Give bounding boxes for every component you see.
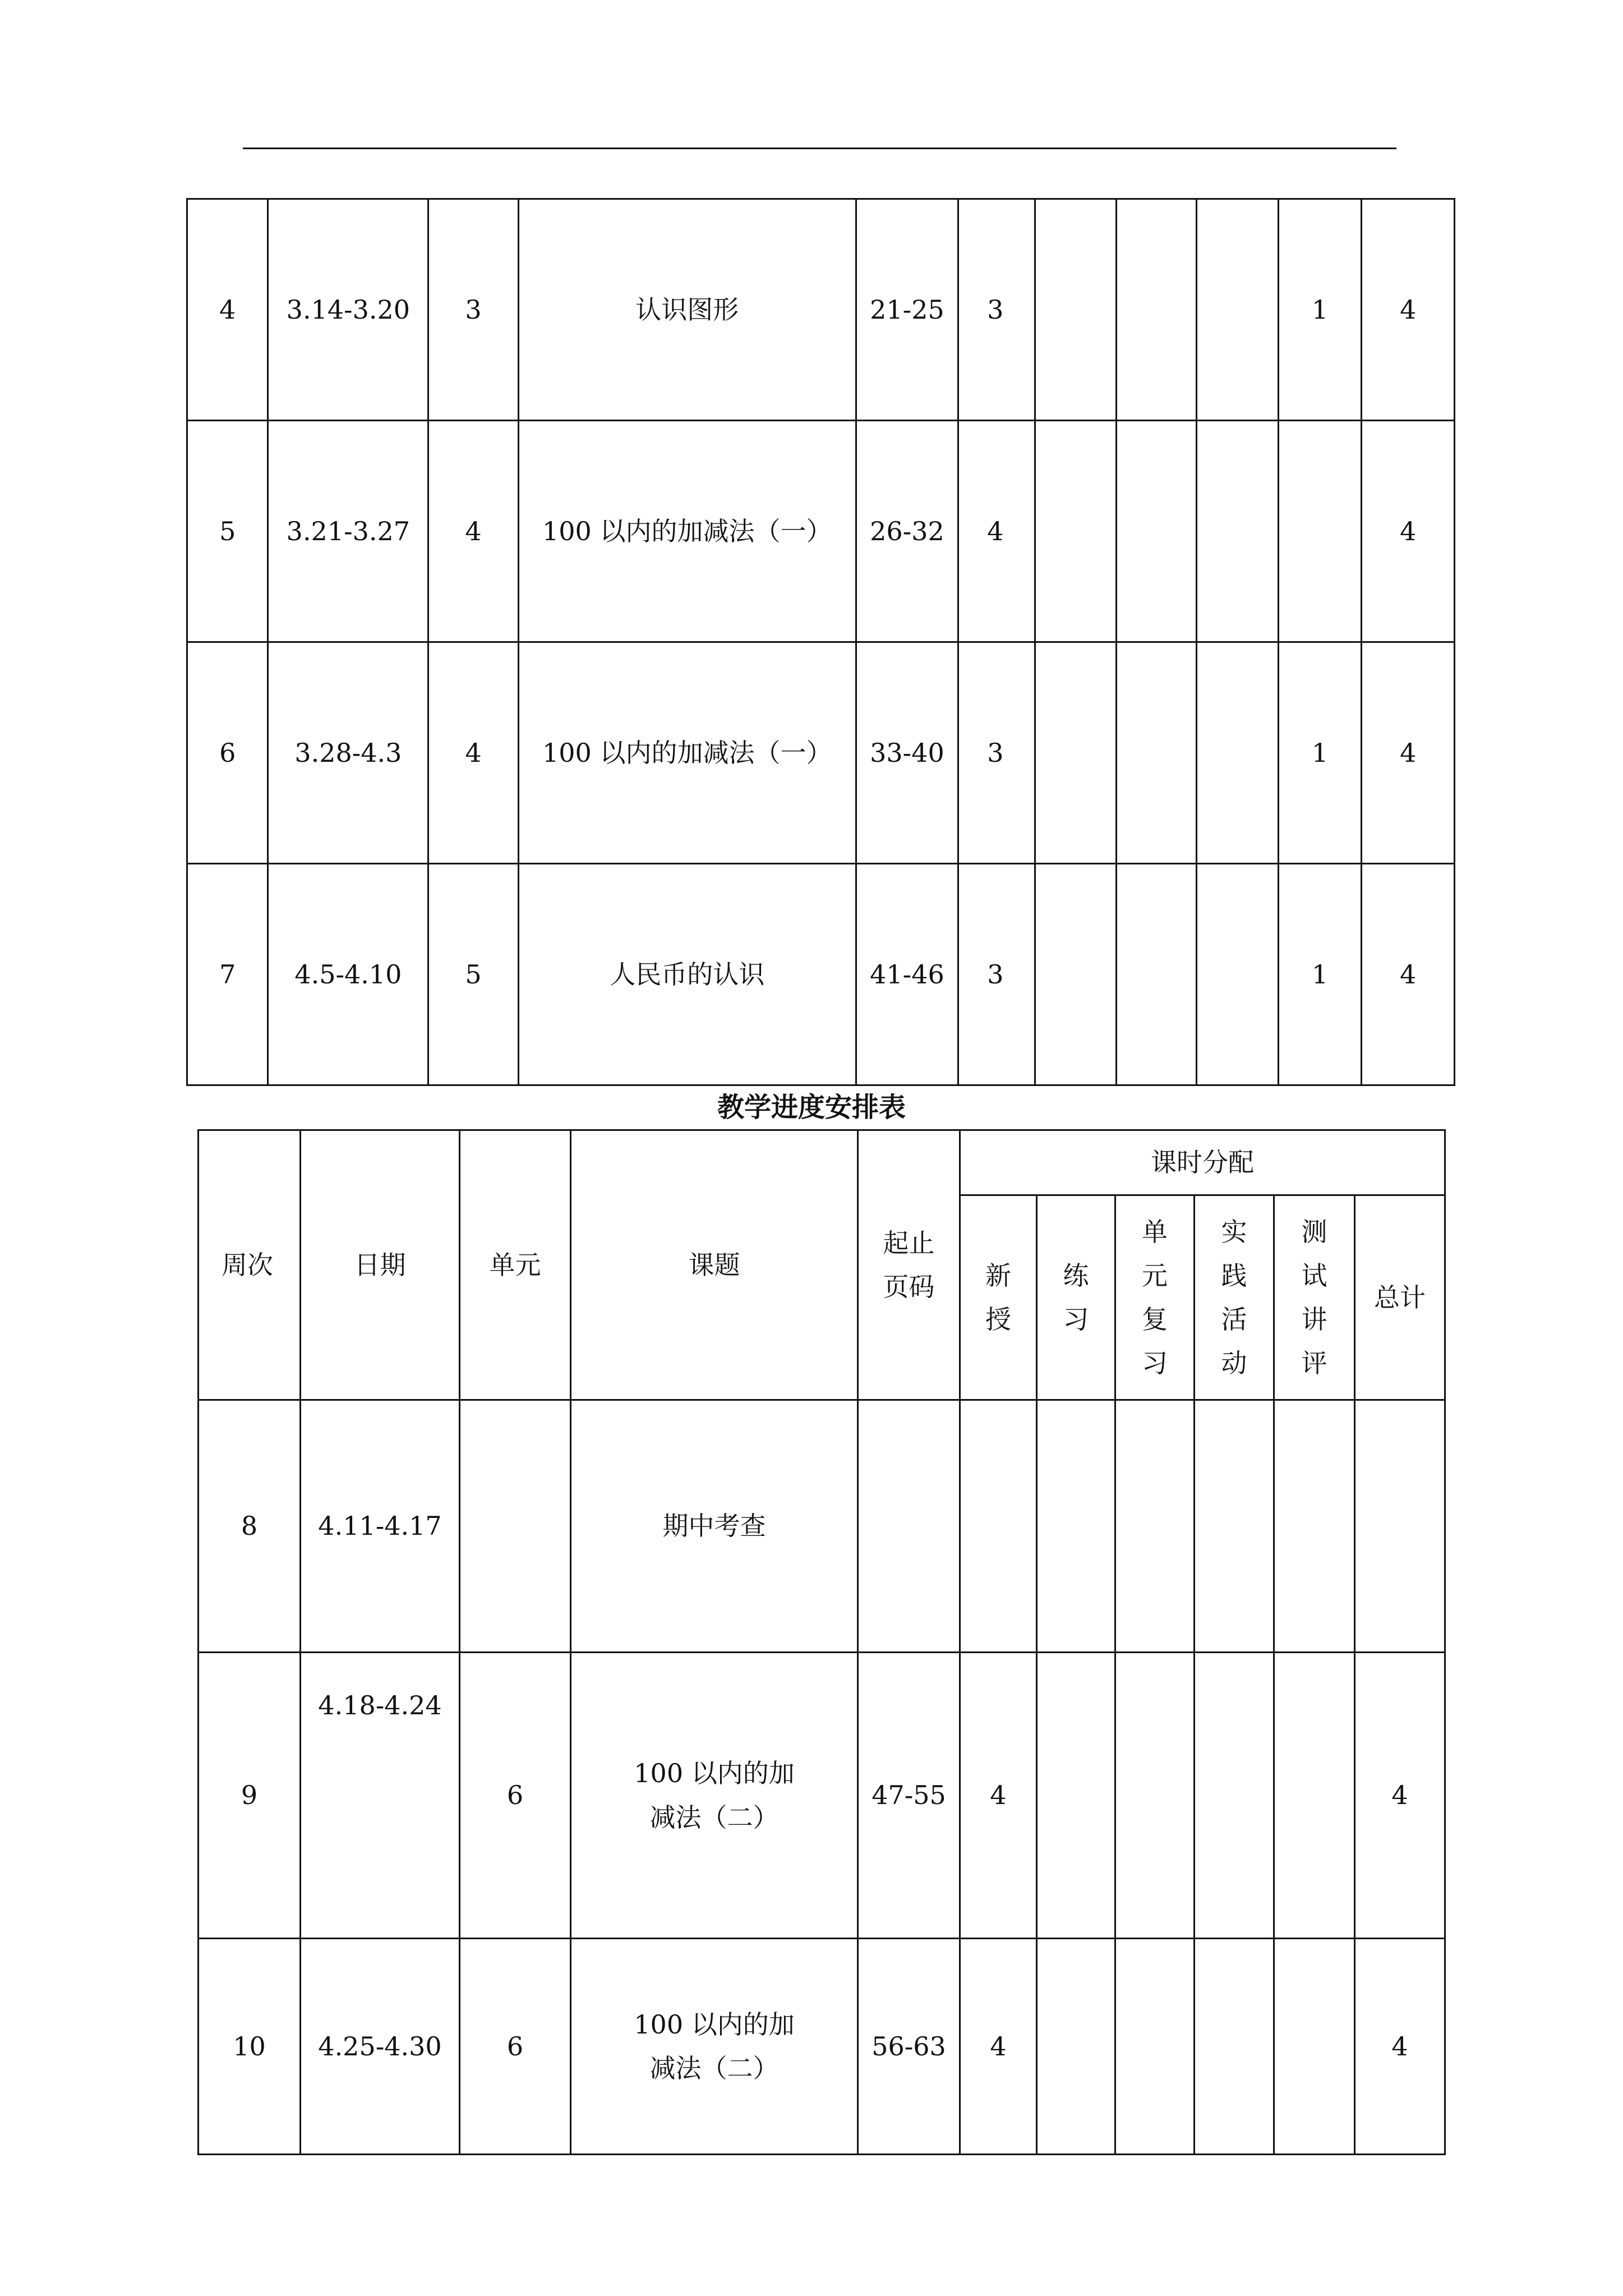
table-row xyxy=(187,642,1455,864)
date-cell: 4.5-4.10 xyxy=(268,864,428,1085)
week-cell: 6 xyxy=(187,642,268,864)
week-header xyxy=(199,1130,301,1400)
date-cell: 3.28-4.3 xyxy=(268,642,428,864)
table-row xyxy=(199,1939,1445,2155)
schedule-table xyxy=(197,1129,1446,2155)
practice-cell xyxy=(1037,1653,1115,1939)
allocation-header: 课时分配 xyxy=(960,1130,1445,1195)
total-cell: 4 xyxy=(1355,1939,1445,2155)
topic-cell: 期中考查 xyxy=(571,1400,858,1653)
activity-cell xyxy=(1196,864,1278,1085)
table-row xyxy=(187,199,1455,421)
new-cell: 3 xyxy=(958,642,1035,864)
activity-cell xyxy=(1195,1653,1274,1939)
review-cell xyxy=(1115,1400,1195,1653)
new-cell: 3 xyxy=(958,864,1035,1085)
new-cell: 3 xyxy=(958,199,1035,421)
review-cell xyxy=(1117,864,1196,1085)
schedule-table-continued xyxy=(186,198,1455,1086)
topic-header: 课题 xyxy=(571,1130,858,1400)
unit-cell: 4 xyxy=(428,642,518,864)
practice-header-label: 练习 xyxy=(1063,1260,1089,1335)
date-cell: 4.25-4.30 xyxy=(301,1939,460,2155)
week-header-label: 周次 xyxy=(222,1249,273,1280)
table-row xyxy=(199,1400,1445,1653)
unit-cell: 5 xyxy=(428,864,518,1085)
activity-cell xyxy=(1196,199,1278,421)
total-cell: 4 xyxy=(1362,642,1455,864)
pages-cell: 21-25 xyxy=(856,199,958,421)
activity-cell xyxy=(1196,421,1278,642)
practice-cell xyxy=(1037,1400,1115,1653)
pages-header xyxy=(858,1130,960,1400)
topic-cell-text: 100 以内的加减法（二） xyxy=(634,1758,795,1833)
test-cell xyxy=(1278,421,1361,642)
week-cell: 8 xyxy=(199,1400,301,1653)
date-cell xyxy=(301,1653,460,1939)
total-cell: 4 xyxy=(1362,199,1455,421)
test-cell xyxy=(1274,1653,1355,1939)
new-cell: 4 xyxy=(958,421,1035,642)
test-cell xyxy=(1274,1400,1355,1653)
week-cell: 5 xyxy=(187,421,268,642)
table-row xyxy=(187,421,1455,642)
practice-cell xyxy=(1037,1939,1115,2155)
new-header xyxy=(960,1195,1037,1400)
total-header: 总计 xyxy=(1355,1195,1445,1400)
activity-cell xyxy=(1196,642,1278,864)
topic-cell: 100 以内的加减法（一） xyxy=(518,421,856,642)
week-cell: 4 xyxy=(187,199,268,421)
review-cell xyxy=(1115,1939,1195,2155)
unit-cell: 4 xyxy=(428,421,518,642)
total-cell: 4 xyxy=(1362,421,1455,642)
table-row xyxy=(187,864,1455,1085)
test-cell: 1 xyxy=(1278,199,1361,421)
date-header: 日期 xyxy=(301,1130,460,1400)
test-header-label: 测试讲评 xyxy=(1301,1216,1327,1379)
practice-cell xyxy=(1035,199,1116,421)
test-cell: 1 xyxy=(1278,864,1361,1085)
table-row xyxy=(199,1653,1445,1939)
pages-cell xyxy=(858,1400,960,1653)
date-cell: 3.21-3.27 xyxy=(268,421,428,642)
review-cell xyxy=(1117,421,1196,642)
pages-cell: 41-46 xyxy=(856,864,958,1085)
new-header-label: 新授 xyxy=(985,1260,1011,1335)
header-rule xyxy=(243,148,1396,149)
table-title: 教学进度安排表 xyxy=(717,1092,906,1123)
new-cell xyxy=(960,1400,1037,1653)
unit-cell: 6 xyxy=(460,1653,571,1939)
unit-cell: 3 xyxy=(428,199,518,421)
unit-header: 单元 xyxy=(460,1130,571,1400)
header-row xyxy=(199,1130,1445,1195)
topic-cell-text: 100 以内的加减法（二） xyxy=(634,2009,795,2083)
test-cell: 1 xyxy=(1278,642,1361,864)
total-cell: 4 xyxy=(1355,1653,1445,1939)
week-cell: 10 xyxy=(199,1939,301,2155)
date-cell: 3.14-3.20 xyxy=(268,199,428,421)
topic-cell xyxy=(571,1939,858,2155)
date-cell-text: 4.18-4.24 xyxy=(318,1690,442,1720)
topic-cell: 人民币的认识 xyxy=(518,864,856,1085)
topic-cell xyxy=(571,1653,858,1939)
practice-cell xyxy=(1035,642,1116,864)
review-cell xyxy=(1117,199,1196,421)
test-header xyxy=(1274,1195,1355,1400)
practice-cell xyxy=(1035,421,1116,642)
week-cell: 9 xyxy=(199,1653,301,1939)
test-cell xyxy=(1274,1939,1355,2155)
activity-header-label: 实践活动 xyxy=(1221,1216,1247,1379)
pages-header-label: 起止页码 xyxy=(883,1227,935,1302)
unit-cell xyxy=(460,1400,571,1653)
review-header-label: 单元复习 xyxy=(1142,1216,1168,1379)
review-header xyxy=(1115,1195,1195,1400)
pages-cell: 33-40 xyxy=(856,642,958,864)
total-cell xyxy=(1355,1400,1445,1653)
activity-cell xyxy=(1195,1400,1274,1653)
activity-cell xyxy=(1195,1939,1274,2155)
review-cell xyxy=(1117,642,1196,864)
practice-cell xyxy=(1035,864,1116,1085)
pages-cell: 26-32 xyxy=(856,421,958,642)
topic-cell: 100 以内的加减法（一） xyxy=(518,642,856,864)
new-cell: 4 xyxy=(960,1939,1037,2155)
pages-cell: 47-55 xyxy=(858,1653,960,1939)
week-cell: 7 xyxy=(187,864,268,1085)
new-cell: 4 xyxy=(960,1653,1037,1939)
total-cell: 4 xyxy=(1362,864,1455,1085)
practice-header xyxy=(1037,1195,1115,1400)
activity-header xyxy=(1195,1195,1274,1400)
review-cell xyxy=(1115,1653,1195,1939)
pages-cell: 56-63 xyxy=(858,1939,960,2155)
topic-cell: 认识图形 xyxy=(518,199,856,421)
date-cell: 4.11-4.17 xyxy=(301,1400,460,1653)
unit-cell: 6 xyxy=(460,1939,571,2155)
